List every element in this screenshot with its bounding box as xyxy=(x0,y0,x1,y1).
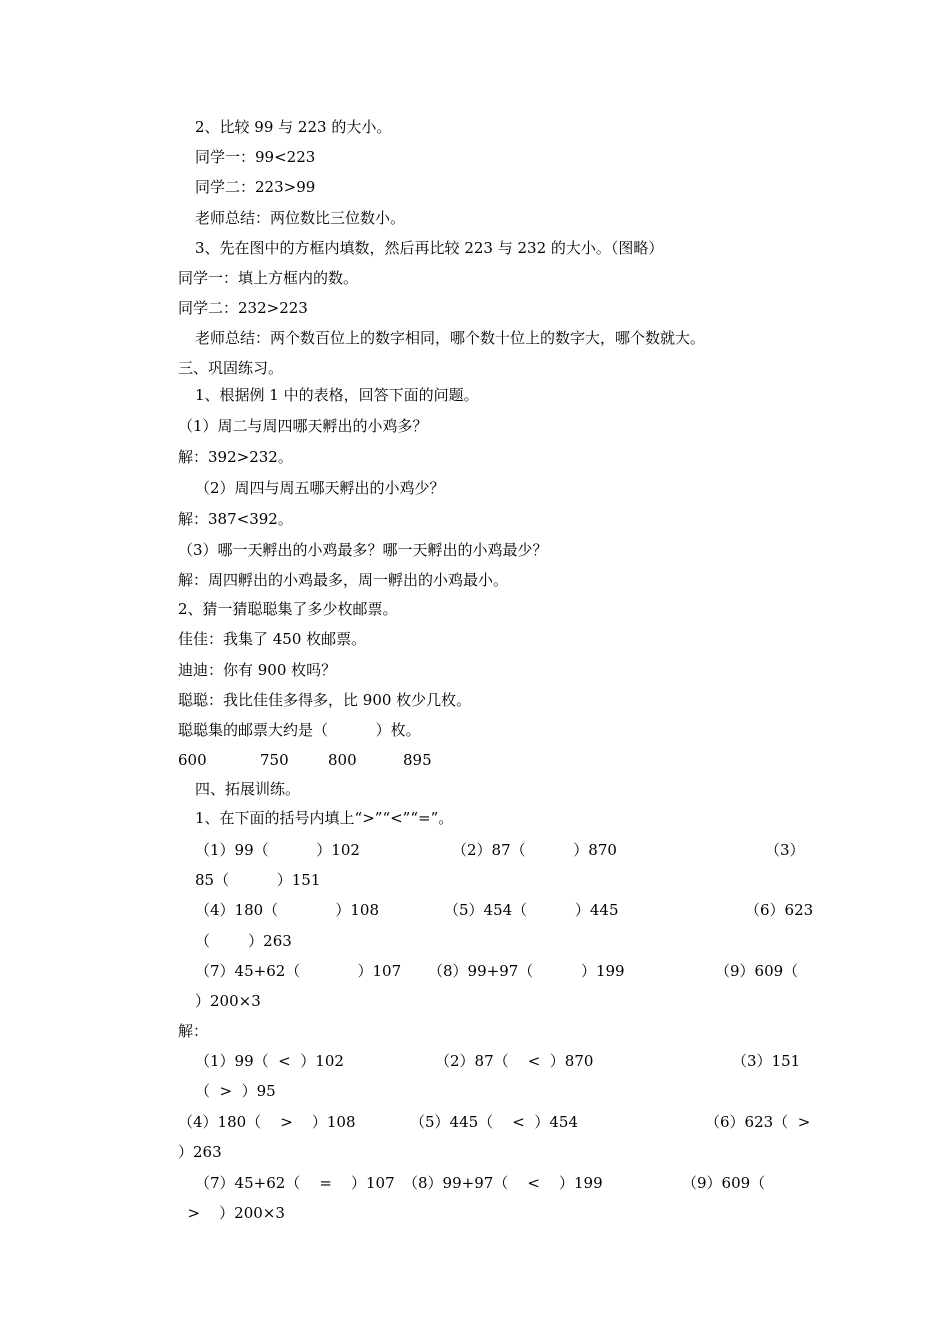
solution-item: （3）151 xyxy=(732,1052,801,1070)
fill-blank-question: 聪聪集的邮票大约是（ ）枚。 xyxy=(178,721,421,739)
option-895: 895 xyxy=(403,751,432,769)
solution-item: （9）609（ xyxy=(682,1174,766,1192)
comparison-item: （8）99+97（ ）199 xyxy=(428,962,625,980)
student-2-answer: 同学二：223>99 xyxy=(195,178,316,196)
comparison-item-continued: ）200×3 xyxy=(195,992,261,1010)
section-4-heading: 四、拓展训练。 xyxy=(195,780,301,798)
option-800: 800 xyxy=(328,751,357,769)
exercise-instruction: 1、在下面的括号内填上“>”“<”“=”。 xyxy=(195,809,454,827)
problem-2-heading: 2、比较 99 与 223 的大小。 xyxy=(195,118,392,136)
dialogue-line: 佳佳：我集了 450 枚邮票。 xyxy=(178,630,367,648)
question-1: （1）周二与周四哪天孵出的小鸡多？ xyxy=(178,417,428,435)
solution-heading: 解： xyxy=(178,1022,209,1040)
solution-item: （2）87（ < ）870 xyxy=(435,1052,594,1070)
solution-item: （6）623（ > xyxy=(705,1113,811,1131)
problem-3-heading: 3、先在图中的方框内填数，然后再比较 223 与 232 的大小。（图略） xyxy=(195,239,664,257)
question-3: （3）哪一天孵出的小鸡最多？哪一天孵出的小鸡最少？ xyxy=(178,541,548,559)
solution-item-continued: > ）200×3 xyxy=(178,1204,285,1222)
comparison-item: （3） xyxy=(765,841,805,859)
comparison-item: （6）623 xyxy=(745,901,814,919)
comparison-item: （5）454（ ）445 xyxy=(444,901,619,919)
comparison-item: （7）45+62（ ）107 xyxy=(195,962,402,980)
solution-item-continued: （ > ）95 xyxy=(195,1082,276,1100)
comparison-item: （9）609（ xyxy=(715,962,799,980)
answer-3: 解：周四孵出的小鸡最多，周一孵出的小鸡最小。 xyxy=(178,571,509,589)
student-1-answer: 同学一：填上方框内的数。 xyxy=(178,269,359,287)
answer-2: 解：387<392。 xyxy=(178,510,293,528)
comparison-item: （4）180（ ）108 xyxy=(195,901,380,919)
solution-item: （1）99（ < ）102 xyxy=(195,1052,344,1070)
comparison-item: （1）99（ ）102 xyxy=(195,841,360,859)
dialogue-line: 迪迪：你有 900 枚吗？ xyxy=(178,661,337,679)
exercise-1-heading: 1、根据例 1 中的表格，回答下面的问题。 xyxy=(195,386,479,404)
solution-item: （4）180（ > ）108 xyxy=(178,1113,356,1131)
student-1-answer: 同学一：99<223 xyxy=(195,148,316,166)
solution-item: （8）99+97（ < ）199 xyxy=(403,1174,603,1192)
comparison-item: （2）87（ ）870 xyxy=(452,841,617,859)
option-600: 600 xyxy=(178,751,207,769)
exercise-2-heading: 2、猜一猜聪聪集了多少枚邮票。 xyxy=(178,600,398,618)
option-750: 750 xyxy=(260,751,289,769)
section-3-heading: 三、巩固练习。 xyxy=(178,359,284,377)
question-2: （2）周四与周五哪天孵出的小鸡少？ xyxy=(195,479,445,497)
comparison-item-continued: （ ）263 xyxy=(195,932,292,950)
comparison-item-continued: 85（ ）151 xyxy=(195,871,321,889)
teacher-summary: 老师总结：两个数百位上的数字相同，哪个数十位上的数字大，哪个数就大。 xyxy=(195,329,706,347)
solution-item-continued: ）263 xyxy=(178,1143,222,1161)
solution-item: （5）445（ < ）454 xyxy=(410,1113,578,1131)
answer-1: 解：392>232。 xyxy=(178,448,293,466)
teacher-summary: 老师总结：两位数比三位数小。 xyxy=(195,209,406,227)
student-2-answer: 同学二：232>223 xyxy=(178,299,308,317)
solution-item: （7）45+62（ = ）107 xyxy=(195,1174,395,1192)
dialogue-line: 聪聪：我比佳佳多得多，比 900 枚少几枚。 xyxy=(178,691,472,709)
